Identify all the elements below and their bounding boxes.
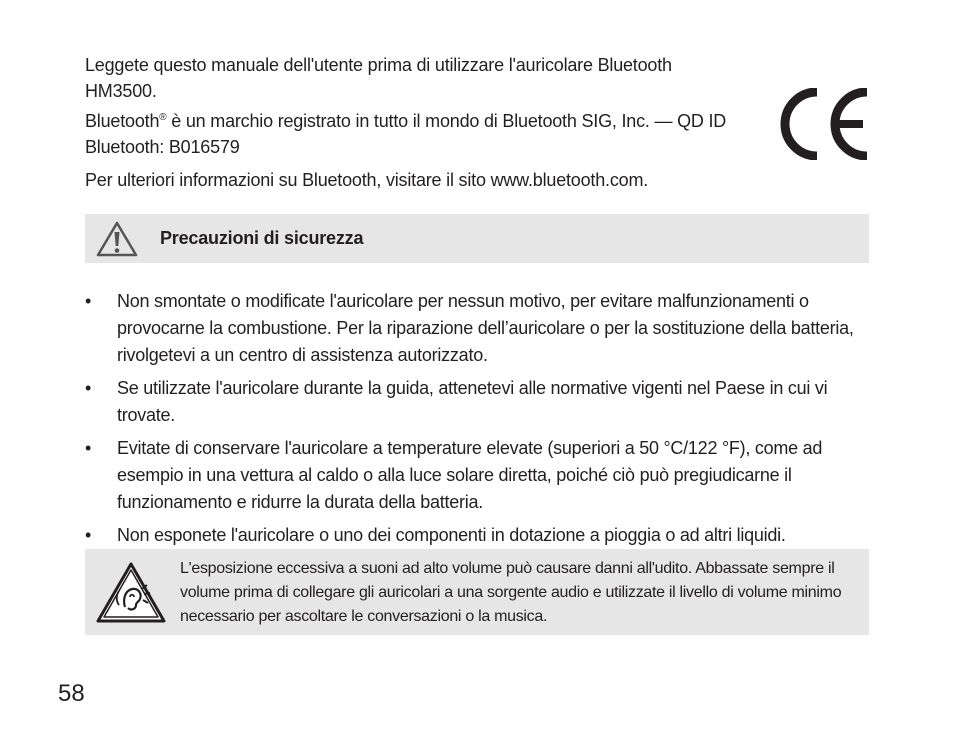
bullet-marker: • <box>85 438 92 458</box>
trademark-word: Bluetooth <box>85 111 160 131</box>
hearing-damage-warning-icon <box>95 561 167 625</box>
intro-manual-notice: Leggete questo manuale dell'utente prima di utilizzare l'auricolare Bluetooth HM3500. <box>85 55 672 101</box>
safety-precautions-header <box>85 214 869 263</box>
hearing-warning-text: L'esposizione eccessiva a suoni ad alto volume può causare danni all'udito. Abbassate sempre il volume prima di collegare gli auricolari a una sorgente audio e utilizzate il livello di volume minimo necessario per ascoltare le conversazioni o la musica. <box>180 560 842 625</box>
list-item-text: Se utilizzate l'auricolare durante la guida, attenetevi alle normative vigenti nel Paese in cui vi trovate. <box>117 378 828 425</box>
hearing-warning-box <box>85 549 869 635</box>
warning-triangle-icon <box>95 220 139 258</box>
intro-more-info: Per ulteriori informazioni su Bluetooth, visitare il sito www.bluetooth.com. <box>85 170 649 190</box>
bullet-marker: • <box>85 291 92 311</box>
safety-precautions-title: Precauzioni di sicurezza <box>160 228 364 248</box>
list-item-text: Evitate di conservare l'auricolare a temperature elevate (superiori a 50 °C/122 °F), come ad esempio in una vettura al caldo o alla luce solare diretta, poiché ciò può pregiudicarne il funzionamento e ridurre la durata della batteria. <box>117 438 823 512</box>
safety-list <box>85 288 875 555</box>
bullet-marker: • <box>85 378 92 398</box>
list-item-text: Non smontate o modificate l'auricolare per nessun motivo, per evitare malfunzionamenti o provocarne la combustione. Per la riparazione dell’auricolare o per la sostituzione della batteria, rivolgetevi a un centro di assistenza autorizzato. <box>117 291 854 365</box>
list-item <box>85 435 875 516</box>
ce-mark-icon <box>779 88 871 160</box>
page-number: 58 <box>58 680 85 707</box>
list-item <box>85 375 875 429</box>
trademark-rest: è un marchio registrato in tutto il mondo di Bluetooth SIG, Inc. — QD ID Bluetooth: B016579 <box>85 111 727 157</box>
registered-mark: ® <box>159 112 167 123</box>
list-item-text: Non esponete l'auricolare o uno dei componenti in dotazione a pioggia o ad altri liquidi. <box>117 525 786 545</box>
bullet-marker: • <box>85 525 92 545</box>
list-item <box>85 288 875 369</box>
list-item <box>85 522 875 549</box>
intro-trademark-notice <box>85 108 745 160</box>
